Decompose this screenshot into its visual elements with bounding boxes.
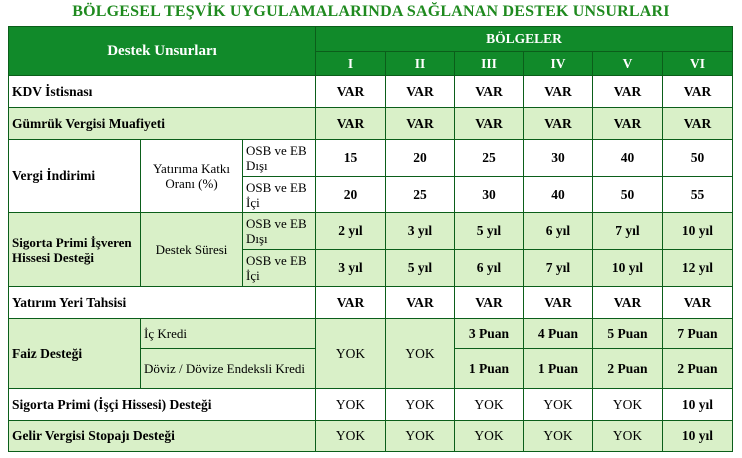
table-cell: 25 [455, 140, 524, 177]
table-row [9, 76, 733, 108]
table-cell: VAR [593, 108, 663, 140]
table-cell: VAR [663, 76, 733, 108]
table-cell: 50 [663, 140, 733, 177]
table-cell: 5 Puan [593, 319, 663, 349]
row-label: Sigorta Primi İşveren Hissesi Desteği [9, 213, 141, 287]
osb-label: OSB ve EB İçi [243, 250, 316, 287]
table-cell: VAR [593, 287, 663, 319]
table-cell: 10 yıl [663, 213, 733, 250]
row-sublabel: Yatırıma Katkı Oranı (%) [141, 140, 243, 213]
table-cell: VAR [316, 108, 386, 140]
table-cell: 7 Puan [663, 319, 733, 349]
table-cell: VAR [524, 287, 593, 319]
table-cell: 20 [316, 177, 386, 213]
table-cell: VAR [455, 76, 524, 108]
table-cell: 10 yıl [593, 250, 663, 287]
osb-label: OSB ve EB Dışı [243, 213, 316, 250]
region-header: VI [663, 52, 733, 76]
row-label: Gelir Vergisi Stopajı Desteği [9, 421, 316, 452]
row-label: Faiz Desteği [9, 319, 141, 389]
table-cell: 1 Puan [455, 349, 524, 389]
row-label: Yatırım Yeri Tahsisi [9, 287, 316, 319]
table-cell: 5 yıl [455, 213, 524, 250]
support-table [8, 26, 733, 452]
table-cell: 6 yıl [455, 250, 524, 287]
table-row [9, 421, 733, 452]
table-row [9, 213, 733, 250]
table-cell: YOK [316, 421, 386, 452]
table-cell: 40 [524, 177, 593, 213]
page-title: BÖLGESEL TEŞVİK UYGULAMALARINDA SAĞLANAN DESTEK UNSURLARI [72, 3, 670, 20]
table-cell: YOK [386, 421, 455, 452]
table-cell: YOK [386, 389, 455, 421]
table-cell: 10 yıl [663, 389, 733, 421]
table-cell: VAR [663, 108, 733, 140]
table-cell: VAR [386, 108, 455, 140]
row-label: Gümrük Vergisi Muafiyeti [9, 108, 316, 140]
table-cell: YOK [316, 389, 386, 421]
table-cell: YOK [455, 421, 524, 452]
table-cell: YOK [524, 389, 593, 421]
table-row [9, 287, 733, 319]
credit-label: İç Kredi [141, 319, 316, 349]
region-header: III [455, 52, 524, 76]
table-cell: 10 yıl [663, 421, 733, 452]
table-cell: 4 Puan [524, 319, 593, 349]
table-cell: 5 yıl [386, 250, 455, 287]
table-cell: 2 Puan [593, 349, 663, 389]
table-cell: VAR [316, 287, 386, 319]
table-cell: 2 Puan [663, 349, 733, 389]
table-cell: VAR [663, 287, 733, 319]
table-cell: VAR [524, 76, 593, 108]
table-cell: VAR [455, 287, 524, 319]
table-cell: 20 [386, 140, 455, 177]
table-cell: VAR [524, 108, 593, 140]
table-cell: 12 yıl [663, 250, 733, 287]
table-cell: YOK [593, 421, 663, 452]
row-label: KDV İstisnası [9, 76, 316, 108]
row-label: Vergi İndirimi [9, 140, 141, 213]
table-cell: YOK [455, 389, 524, 421]
region-header: IV [524, 52, 593, 76]
osb-label: OSB ve EB İçi [243, 177, 316, 213]
table-cell: 30 [524, 140, 593, 177]
table-cell: 1 Puan [524, 349, 593, 389]
table-cell: YOK [316, 319, 386, 389]
region-header: II [386, 52, 455, 76]
region-header: V [593, 52, 663, 76]
table-cell: 3 Puan [455, 319, 524, 349]
table-cell: 7 yıl [524, 250, 593, 287]
table-cell: VAR [386, 287, 455, 319]
table-cell: 25 [386, 177, 455, 213]
table-row [9, 319, 733, 349]
table-cell: VAR [593, 76, 663, 108]
table-cell: VAR [455, 108, 524, 140]
header-bolgeler: BÖLGELER [316, 27, 733, 52]
table-cell: YOK [593, 389, 663, 421]
table-cell: 30 [455, 177, 524, 213]
table-cell: 3 yıl [316, 250, 386, 287]
table-cell: YOK [524, 421, 593, 452]
table-cell: 7 yıl [593, 213, 663, 250]
table-row [9, 389, 733, 421]
table-cell: 6 yıl [524, 213, 593, 250]
table-row [9, 140, 733, 177]
credit-label: Döviz / Dövize Endeksli Kredi [141, 349, 316, 389]
row-sublabel: Destek Süresi [141, 213, 243, 287]
table-row [9, 108, 733, 140]
table-cell: 2 yıl [316, 213, 386, 250]
table-cell: VAR [316, 76, 386, 108]
table-cell: VAR [386, 76, 455, 108]
table-cell: YOK [386, 319, 455, 389]
region-header: I [316, 52, 386, 76]
row-label: Sigorta Primi (İşçi Hissesi) Desteği [9, 389, 316, 421]
table-cell: 55 [663, 177, 733, 213]
header-destek-unsurlari: Destek Unsurları [9, 27, 316, 76]
table-cell: 15 [316, 140, 386, 177]
table-cell: 40 [593, 140, 663, 177]
table-cell: 3 yıl [386, 213, 455, 250]
osb-label: OSB ve EB Dışı [243, 140, 316, 177]
table-cell: 50 [593, 177, 663, 213]
